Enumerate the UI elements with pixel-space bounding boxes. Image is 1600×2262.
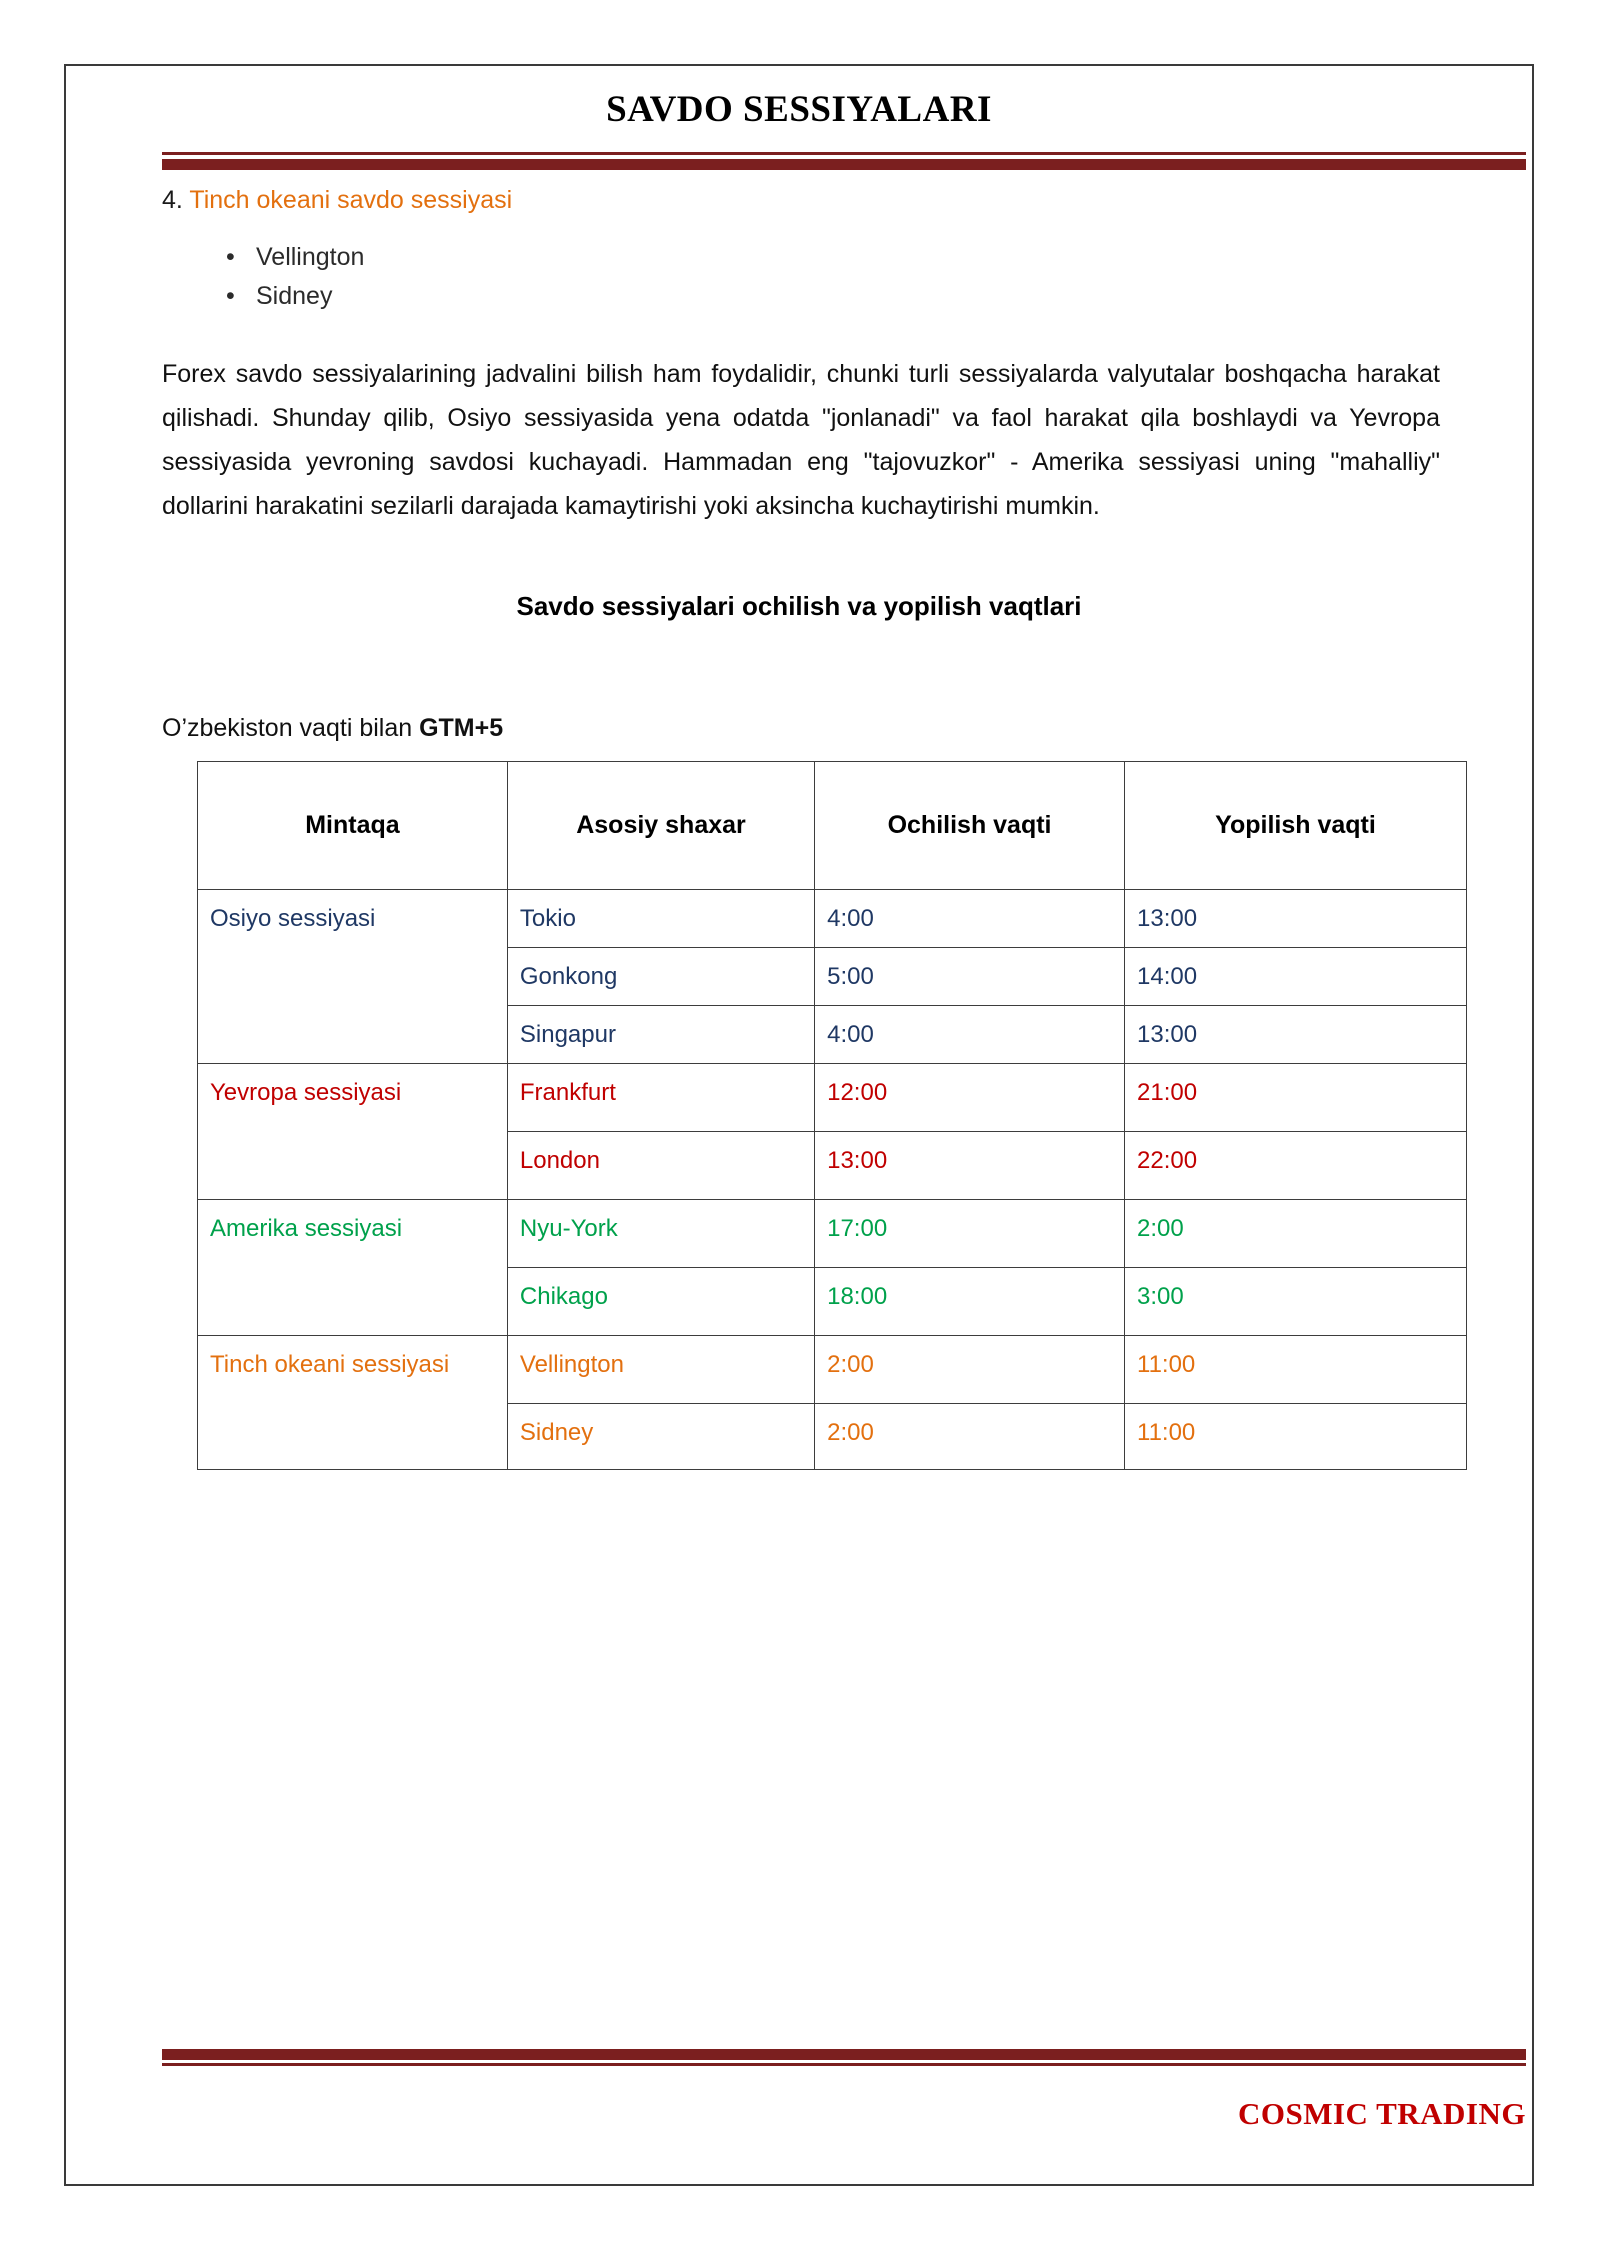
section-heading-label: Tinch okeani savdo sessiyasi: [189, 186, 513, 214]
footer-divider: [162, 2049, 1526, 2066]
section-heading: [162, 186, 512, 215]
section-number: 4.: [162, 186, 183, 214]
close-time-cell: 3:00: [1125, 1268, 1467, 1336]
open-time-cell: 18:00: [815, 1268, 1125, 1336]
region-cell: Amerika sessiyasi: [198, 1200, 508, 1336]
close-time-cell: 21:00: [1125, 1064, 1467, 1132]
city-cell: Nyu-York: [507, 1200, 814, 1268]
header-divider-thin-line: [162, 152, 1526, 155]
column-header-city: Asosiy shaxar: [507, 762, 814, 890]
region-cell: Tinch okeani sessiyasi: [198, 1336, 508, 1470]
header-divider-thick-bar: [162, 159, 1526, 170]
table-row: [198, 1200, 1467, 1268]
table-row: [198, 890, 1467, 948]
open-time-cell: 17:00: [815, 1200, 1125, 1268]
open-time-cell: 4:00: [815, 890, 1125, 948]
close-time-cell: 13:00: [1125, 1006, 1467, 1064]
open-time-cell: 4:00: [815, 1006, 1125, 1064]
sessions-table: [197, 761, 1467, 1470]
section-city-list: [194, 238, 364, 316]
table-header-row: [198, 762, 1467, 890]
close-time-cell: 11:00: [1125, 1336, 1467, 1404]
table-heading: Savdo sessiyalari ochilish va yopilish vaqtlari: [516, 591, 1082, 621]
region-cell: Osiyo sessiyasi: [198, 890, 508, 1064]
close-time-cell: 13:00: [1125, 890, 1467, 948]
city-cell: Vellington: [507, 1336, 814, 1404]
city-cell: London: [507, 1132, 814, 1200]
city-cell: Chikago: [507, 1268, 814, 1336]
city-cell: Tokio: [507, 890, 814, 948]
body-paragraph: Forex savdo sessiyalarining jadvalini bilish ham foydalidir, chunki turli sessiyalarda valyutalar boshqacha harakat qilishadi. Shunday qilib, Osiyo sessiyasida yena odatda "jonlanadi" va faol harakat qila boshlaydi va Yevropa sessiyasida yevroning savdosi kuchayadi. Hammadan eng "tajovuzkor" - Amerika sessiyasi uning "mahalliy" dollarini harakatini sezilarli darajada kamaytirishi yoki aksincha kuchaytirishi mumkin.: [162, 360, 1440, 520]
close-time-cell: 11:00: [1125, 1404, 1467, 1470]
header-divider: [162, 152, 1526, 170]
open-time-cell: 5:00: [815, 948, 1125, 1006]
list-item: [256, 277, 364, 316]
column-header-region: Mintaqa: [198, 762, 508, 890]
city-cell: Gonkong: [507, 948, 814, 1006]
footer-divider-thin-line: [162, 2063, 1526, 2066]
column-header-close-time: Yopilish vaqti: [1125, 762, 1467, 890]
timezone-note-value: GTM+5: [419, 714, 504, 742]
column-header-open-time: Ochilish vaqti: [815, 762, 1125, 890]
list-item: [256, 238, 364, 277]
city-cell: Singapur: [507, 1006, 814, 1064]
city-cell: Frankfurt: [507, 1064, 814, 1132]
table-row: [198, 1064, 1467, 1132]
footer-divider-thick-bar: [162, 2049, 1526, 2060]
open-time-cell: 2:00: [815, 1404, 1125, 1470]
close-time-cell: 2:00: [1125, 1200, 1467, 1268]
footer-brand: COSMIC TRADING: [1237, 2096, 1526, 2131]
page-title: SAVDO SESSIYALARI: [606, 89, 992, 130]
open-time-cell: 12:00: [815, 1064, 1125, 1132]
city-name: Sidney: [256, 282, 333, 310]
region-cell: Yevropa sessiyasi: [198, 1064, 508, 1200]
close-time-cell: 22:00: [1125, 1132, 1467, 1200]
timezone-note: [162, 714, 503, 743]
open-time-cell: 2:00: [815, 1336, 1125, 1404]
timezone-note-prefix: O’zbekiston vaqti bilan: [162, 714, 420, 742]
close-time-cell: 14:00: [1125, 948, 1467, 1006]
city-name: Vellington: [256, 243, 365, 271]
open-time-cell: 13:00: [815, 1132, 1125, 1200]
table-row: [198, 1336, 1467, 1404]
city-cell: Sidney: [507, 1404, 814, 1470]
document-page: [64, 64, 1534, 2186]
